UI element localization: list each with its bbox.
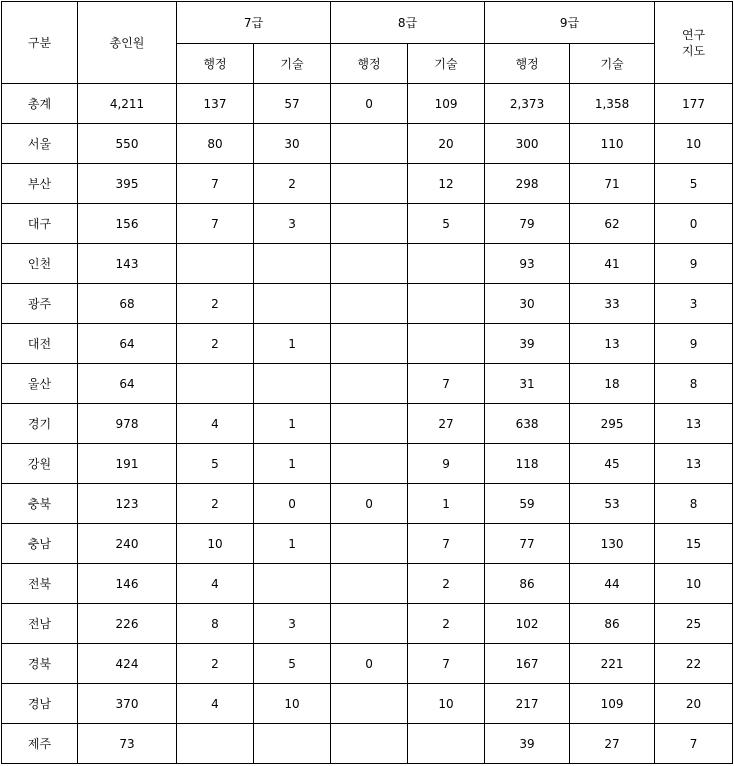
cell-g9-tech: 221 xyxy=(570,644,655,684)
header-g7-admin: 행정 xyxy=(177,44,254,84)
cell-g9-admin: 30 xyxy=(485,284,570,324)
cell-g8-admin xyxy=(331,284,408,324)
cell-g7-admin xyxy=(177,244,254,284)
cell-g9-admin: 118 xyxy=(485,444,570,484)
cell-g7-tech xyxy=(254,244,331,284)
cell-g8-admin xyxy=(331,524,408,564)
cell-region: 제주 xyxy=(2,724,78,764)
cell-g9-tech: 45 xyxy=(570,444,655,484)
cell-g8-tech: 109 xyxy=(408,84,485,124)
cell-g8-admin xyxy=(331,684,408,724)
cell-total: 395 xyxy=(78,164,177,204)
cell-research: 5 xyxy=(655,164,733,204)
table-row xyxy=(2,204,733,244)
cell-research: 13 xyxy=(655,444,733,484)
cell-g8-admin xyxy=(331,404,408,444)
cell-region: 인천 xyxy=(2,244,78,284)
cell-g7-admin: 8 xyxy=(177,604,254,644)
cell-region: 부산 xyxy=(2,164,78,204)
cell-g7-admin: 2 xyxy=(177,644,254,684)
cell-g9-tech: 1,358 xyxy=(570,84,655,124)
table-row xyxy=(2,724,733,764)
cell-g7-admin: 10 xyxy=(177,524,254,564)
cell-g9-admin: 39 xyxy=(485,324,570,364)
cell-g8-tech: 7 xyxy=(408,524,485,564)
cell-research: 20 xyxy=(655,684,733,724)
cell-g7-admin: 4 xyxy=(177,564,254,604)
cell-total: 123 xyxy=(78,484,177,524)
cell-g8-tech xyxy=(408,324,485,364)
table-row xyxy=(2,164,733,204)
cell-total: 68 xyxy=(78,284,177,324)
cell-g7-tech: 10 xyxy=(254,684,331,724)
cell-g7-tech: 3 xyxy=(254,204,331,244)
cell-g9-tech: 53 xyxy=(570,484,655,524)
cell-research: 8 xyxy=(655,364,733,404)
cell-g9-tech: 109 xyxy=(570,684,655,724)
header-grade7: 7급 xyxy=(177,2,331,44)
table-row xyxy=(2,524,733,564)
cell-g8-admin: 0 xyxy=(331,644,408,684)
cell-research: 9 xyxy=(655,244,733,284)
header-g8-tech: 기술 xyxy=(408,44,485,84)
header-grade9: 9급 xyxy=(485,2,655,44)
cell-g8-admin xyxy=(331,364,408,404)
cell-g8-admin xyxy=(331,724,408,764)
cell-g7-tech xyxy=(254,724,331,764)
header-grade8: 8급 xyxy=(331,2,485,44)
cell-total: 143 xyxy=(78,244,177,284)
cell-g9-admin: 93 xyxy=(485,244,570,284)
cell-g9-admin: 300 xyxy=(485,124,570,164)
cell-g9-admin: 39 xyxy=(485,724,570,764)
cell-research: 3 xyxy=(655,284,733,324)
cell-region: 충북 xyxy=(2,484,78,524)
cell-research: 13 xyxy=(655,404,733,444)
table-header xyxy=(2,2,733,84)
cell-research: 10 xyxy=(655,564,733,604)
cell-g8-tech: 7 xyxy=(408,364,485,404)
cell-g9-admin: 86 xyxy=(485,564,570,604)
cell-g9-admin: 79 xyxy=(485,204,570,244)
cell-region: 총계 xyxy=(2,84,78,124)
cell-research: 15 xyxy=(655,524,733,564)
cell-total: 64 xyxy=(78,324,177,364)
cell-g7-admin: 2 xyxy=(177,324,254,364)
table-row xyxy=(2,444,733,484)
cell-research: 177 xyxy=(655,84,733,124)
table-row xyxy=(2,124,733,164)
header-total: 총인원 xyxy=(78,2,177,84)
cell-g9-tech: 71 xyxy=(570,164,655,204)
cell-region: 경기 xyxy=(2,404,78,444)
cell-g9-tech: 13 xyxy=(570,324,655,364)
table-row xyxy=(2,324,733,364)
cell-g8-tech: 2 xyxy=(408,604,485,644)
cell-region: 대전 xyxy=(2,324,78,364)
cell-g7-tech xyxy=(254,364,331,404)
cell-g8-admin xyxy=(331,244,408,284)
cell-g7-admin: 4 xyxy=(177,684,254,724)
cell-total: 156 xyxy=(78,204,177,244)
cell-g9-admin: 77 xyxy=(485,524,570,564)
table-row xyxy=(2,484,733,524)
table-row xyxy=(2,644,733,684)
header-g9-tech: 기술 xyxy=(570,44,655,84)
table-row xyxy=(2,364,733,404)
cell-g8-admin xyxy=(331,124,408,164)
cell-total: 226 xyxy=(78,604,177,644)
cell-research: 7 xyxy=(655,724,733,764)
cell-research: 22 xyxy=(655,644,733,684)
cell-g9-admin: 638 xyxy=(485,404,570,444)
cell-g9-admin: 217 xyxy=(485,684,570,724)
table-row xyxy=(2,404,733,444)
cell-g7-tech: 0 xyxy=(254,484,331,524)
cell-g9-tech: 33 xyxy=(570,284,655,324)
cell-g9-tech: 18 xyxy=(570,364,655,404)
cell-research: 25 xyxy=(655,604,733,644)
staffing-table xyxy=(1,1,733,764)
cell-g8-admin xyxy=(331,604,408,644)
cell-g9-tech: 62 xyxy=(570,204,655,244)
cell-total: 191 xyxy=(78,444,177,484)
cell-total: 240 xyxy=(78,524,177,564)
cell-g7-admin: 137 xyxy=(177,84,254,124)
cell-region: 전남 xyxy=(2,604,78,644)
cell-g8-tech: 7 xyxy=(408,644,485,684)
cell-g8-admin: 0 xyxy=(331,484,408,524)
cell-g7-admin xyxy=(177,724,254,764)
header-research: 연구 지도 xyxy=(655,2,733,84)
cell-research: 9 xyxy=(655,324,733,364)
cell-g8-tech: 2 xyxy=(408,564,485,604)
cell-g7-tech xyxy=(254,284,331,324)
table-body xyxy=(2,84,733,764)
cell-research: 8 xyxy=(655,484,733,524)
cell-g7-admin: 7 xyxy=(177,164,254,204)
cell-g8-tech xyxy=(408,284,485,324)
cell-g9-admin: 167 xyxy=(485,644,570,684)
header-g9-admin: 행정 xyxy=(485,44,570,84)
cell-g8-tech: 5 xyxy=(408,204,485,244)
table-row xyxy=(2,84,733,124)
cell-g9-tech: 44 xyxy=(570,564,655,604)
cell-region: 전북 xyxy=(2,564,78,604)
cell-g9-tech: 41 xyxy=(570,244,655,284)
cell-g8-admin: 0 xyxy=(331,84,408,124)
cell-g9-tech: 295 xyxy=(570,404,655,444)
cell-g9-tech: 27 xyxy=(570,724,655,764)
cell-region: 경북 xyxy=(2,644,78,684)
cell-g8-tech: 9 xyxy=(408,444,485,484)
table-row xyxy=(2,604,733,644)
cell-g7-tech: 3 xyxy=(254,604,331,644)
cell-g9-tech: 86 xyxy=(570,604,655,644)
cell-total: 64 xyxy=(78,364,177,404)
cell-g8-tech xyxy=(408,724,485,764)
cell-g7-admin: 7 xyxy=(177,204,254,244)
cell-g7-tech: 2 xyxy=(254,164,331,204)
table-row xyxy=(2,684,733,724)
table-row xyxy=(2,564,733,604)
header-g7-tech: 기술 xyxy=(254,44,331,84)
cell-total: 978 xyxy=(78,404,177,444)
cell-g7-tech xyxy=(254,564,331,604)
cell-total: 146 xyxy=(78,564,177,604)
cell-g7-admin: 80 xyxy=(177,124,254,164)
cell-g8-admin xyxy=(331,444,408,484)
cell-g7-admin xyxy=(177,364,254,404)
cell-g7-tech: 1 xyxy=(254,324,331,364)
cell-g8-tech: 20 xyxy=(408,124,485,164)
cell-g9-tech: 110 xyxy=(570,124,655,164)
cell-total: 4,211 xyxy=(78,84,177,124)
cell-research: 10 xyxy=(655,124,733,164)
cell-region: 서울 xyxy=(2,124,78,164)
cell-total: 424 xyxy=(78,644,177,684)
cell-g7-admin: 2 xyxy=(177,484,254,524)
cell-research: 0 xyxy=(655,204,733,244)
cell-g8-admin xyxy=(331,324,408,364)
cell-g9-admin: 102 xyxy=(485,604,570,644)
table-row xyxy=(2,244,733,284)
cell-g7-admin: 5 xyxy=(177,444,254,484)
cell-g8-admin xyxy=(331,564,408,604)
cell-g8-tech: 10 xyxy=(408,684,485,724)
cell-region: 울산 xyxy=(2,364,78,404)
cell-total: 550 xyxy=(78,124,177,164)
table-row xyxy=(2,284,733,324)
cell-total: 370 xyxy=(78,684,177,724)
cell-g9-admin: 298 xyxy=(485,164,570,204)
cell-region: 경남 xyxy=(2,684,78,724)
cell-g8-tech: 1 xyxy=(408,484,485,524)
cell-g8-tech: 27 xyxy=(408,404,485,444)
cell-g8-admin xyxy=(331,164,408,204)
cell-g7-admin: 2 xyxy=(177,284,254,324)
cell-g7-tech: 57 xyxy=(254,84,331,124)
header-g8-admin: 행정 xyxy=(331,44,408,84)
cell-g7-tech: 30 xyxy=(254,124,331,164)
cell-g8-admin xyxy=(331,204,408,244)
cell-g9-admin: 31 xyxy=(485,364,570,404)
cell-region: 대구 xyxy=(2,204,78,244)
cell-g7-tech: 1 xyxy=(254,404,331,444)
cell-g9-tech: 130 xyxy=(570,524,655,564)
cell-region: 강원 xyxy=(2,444,78,484)
cell-g8-tech xyxy=(408,244,485,284)
cell-g8-tech: 12 xyxy=(408,164,485,204)
cell-total: 73 xyxy=(78,724,177,764)
cell-g7-tech: 1 xyxy=(254,444,331,484)
cell-g9-admin: 2,373 xyxy=(485,84,570,124)
header-category: 구분 xyxy=(2,2,78,84)
cell-g9-admin: 59 xyxy=(485,484,570,524)
cell-region: 광주 xyxy=(2,284,78,324)
cell-g7-admin: 4 xyxy=(177,404,254,444)
cell-region: 충남 xyxy=(2,524,78,564)
cell-g7-tech: 5 xyxy=(254,644,331,684)
cell-g7-tech: 1 xyxy=(254,524,331,564)
